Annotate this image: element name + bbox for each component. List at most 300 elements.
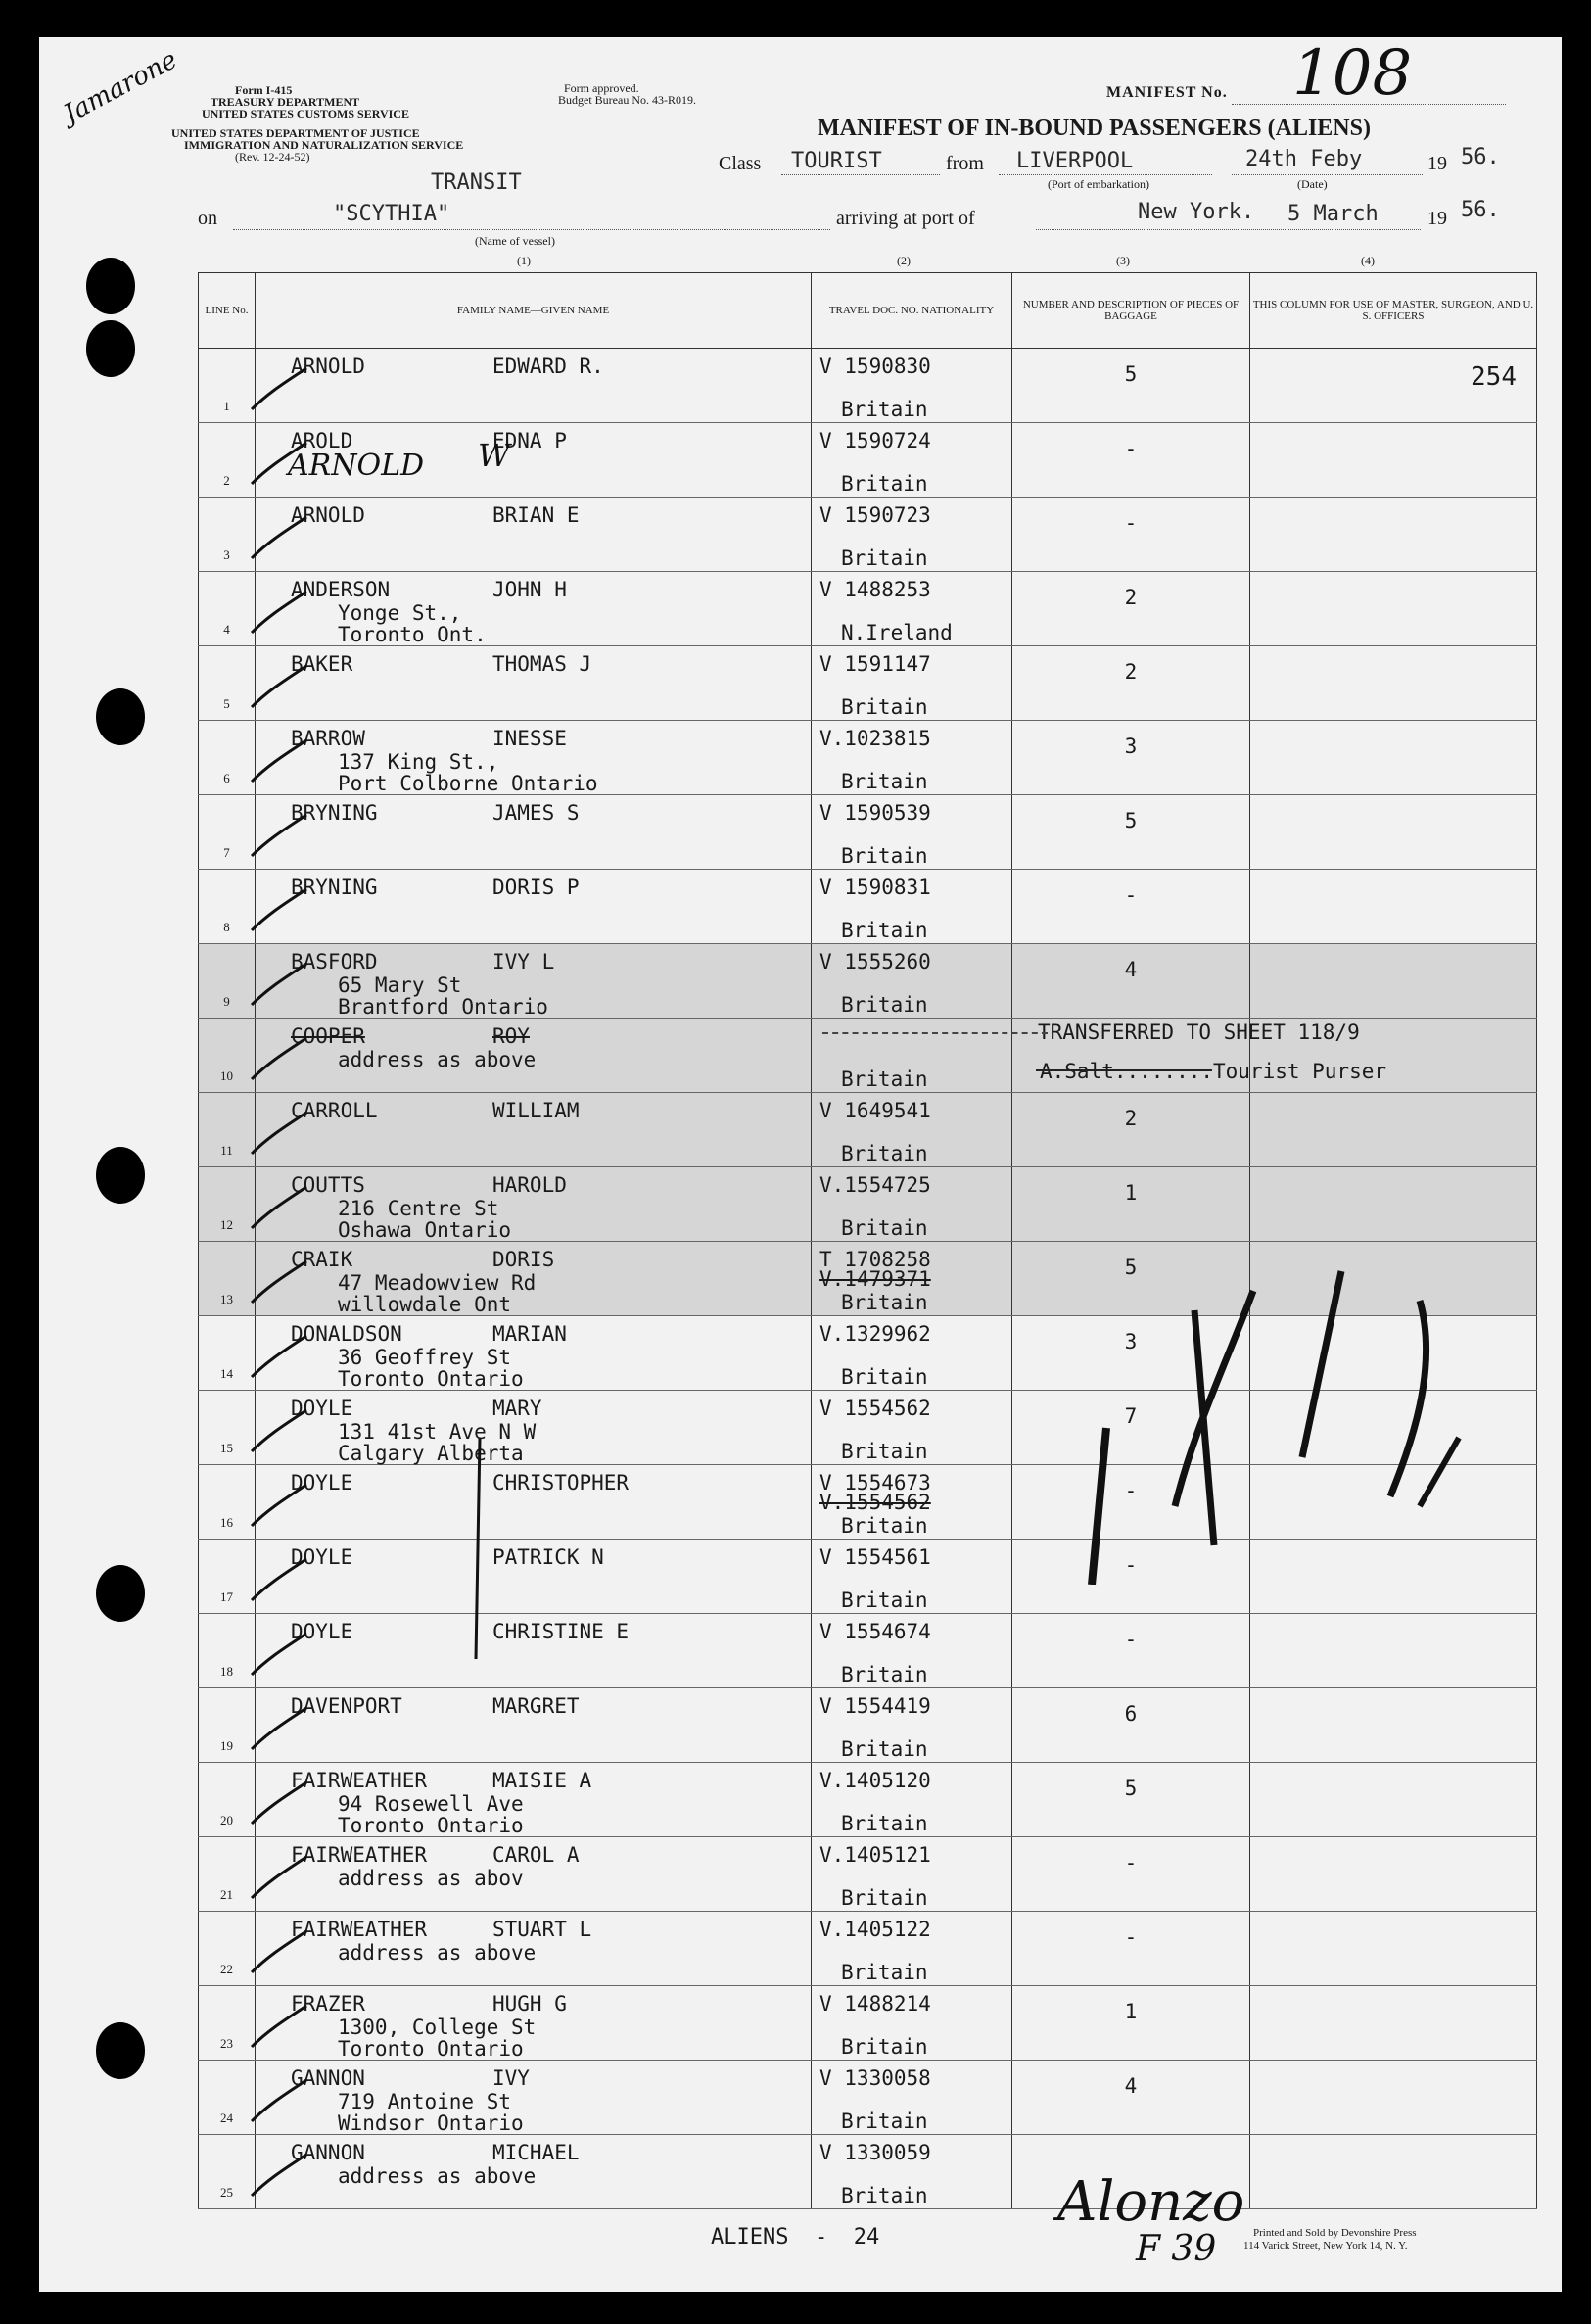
punch-hole (96, 2022, 145, 2079)
line-number: 23 (220, 2036, 233, 2051)
travel-doc-number: V.1554725 (819, 1173, 931, 1197)
travel-doc-cell (812, 870, 1012, 944)
w-mark: W (478, 437, 510, 474)
check-mark (250, 1107, 308, 1156)
travel-doc-number: V 1590831 (819, 876, 931, 899)
given-name: BRIAN E (492, 503, 580, 527)
name-cell (256, 1837, 812, 1912)
given-name: THOMAS J (492, 652, 592, 676)
travel-doc-number: V 1590724 (819, 429, 931, 452)
year-prefix: 19 (1427, 153, 1447, 174)
family-name: BRYNING (291, 876, 378, 899)
class-label: Class (719, 153, 762, 174)
line-cell (199, 1391, 256, 1465)
punch-hole (86, 320, 135, 377)
col3-caption: (3) (1116, 254, 1130, 267)
check-mark (250, 511, 308, 560)
printer-line1: Printed and Sold by Devonshire Press (1253, 2227, 1417, 2239)
family-name: DOYLE (291, 1397, 353, 1420)
officers-cell (1250, 1912, 1537, 1986)
family-name: ARNOLD (291, 503, 365, 527)
punch-hole (86, 258, 135, 314)
baggage-count: - (1124, 437, 1138, 460)
baggage-cell (1012, 572, 1250, 646)
line-cell (199, 1986, 256, 2061)
check-mark (250, 1256, 308, 1304)
nationality: Britain (841, 695, 928, 719)
travel-doc-cell (812, 1986, 1012, 2061)
officers-cell (1250, 1837, 1537, 1912)
baggage-cell (1012, 1167, 1250, 1242)
arrival-year-prefix: 19 (1427, 208, 1447, 229)
travel-doc-cell (812, 2135, 1012, 2209)
travel-doc-cell (812, 1465, 1012, 1540)
address-line1: 94 Rosewell Ave (338, 1792, 524, 1816)
travel-doc-cell (812, 1242, 1012, 1316)
baggage-cell (1012, 1688, 1250, 1763)
header-baggage: NUMBER AND DESCRIPTION OF PIECES OF BAGGAGE (1012, 273, 1250, 349)
baggage-cell (1012, 1986, 1250, 2061)
punch-hole (96, 1565, 145, 1622)
table-row (199, 1912, 1537, 1986)
travel-doc-number: V.1023815 (819, 727, 931, 750)
table-row (199, 2135, 1537, 2209)
address-line1: address as above (338, 2164, 537, 2188)
officers-cell (1250, 498, 1537, 572)
address-line1: 47 Meadowview Rd (338, 1271, 537, 1295)
line-cell (199, 2061, 256, 2135)
given-name: DORIS (492, 1248, 555, 1271)
line-cell (199, 1465, 256, 1540)
family-name: ARNOLD (291, 355, 365, 378)
check-mark (250, 1032, 308, 1081)
family-name: COOPER (291, 1024, 365, 1048)
travel-doc-cell (812, 423, 1012, 498)
line-number: 9 (223, 994, 230, 1009)
nationality: Britain (841, 770, 928, 793)
table-row (199, 795, 1537, 870)
address-line2: willowdale Ont (338, 1293, 512, 1316)
line-number: 1 (223, 399, 230, 413)
nationality: Britain (841, 1886, 928, 1910)
travel-doc-number: V 1649541 (819, 1099, 931, 1122)
given-name: STUART L (492, 1918, 592, 1941)
given-name: MAISIE A (492, 1769, 592, 1792)
line-cell (199, 349, 256, 423)
manifest-page (39, 37, 1562, 2292)
manifest-title: MANIFEST OF IN-BOUND PASSENGERS (ALIENS) (818, 116, 1371, 141)
line-number: 7 (223, 845, 230, 860)
travel-doc-number: V 1555260 (819, 950, 931, 973)
travel-doc-cell (812, 1837, 1012, 1912)
given-name: WILLIAM (492, 1099, 580, 1122)
form-number: Form I-415 (235, 83, 293, 97)
baggage-count: 5 (1124, 1256, 1138, 1279)
address-line2: Toronto Ontario (338, 2037, 524, 2061)
table-row (199, 572, 1537, 646)
family-name: BARROW (291, 727, 365, 750)
baggage-count: 5 (1124, 1777, 1138, 1800)
officers-cell (1250, 1614, 1537, 1688)
address-line1: 137 King St., (338, 750, 499, 774)
family-name: AROLD (291, 429, 353, 452)
arrival-date: 5 March (1287, 202, 1379, 226)
transit-label: TRANSIT (431, 170, 522, 195)
line-number: 6 (223, 771, 230, 785)
travel-doc-number: V.1405121 (819, 1843, 931, 1867)
on-label: on (198, 208, 217, 229)
travel-doc-number: V 1554673 (819, 1471, 931, 1494)
class-value: TOURIST (791, 149, 882, 173)
travel-doc-cell (812, 1688, 1012, 1763)
given-name: CAROL A (492, 1843, 580, 1867)
travel-doc-cell (812, 572, 1012, 646)
officers-cell (1250, 423, 1537, 498)
officers-cell (1250, 1093, 1537, 1167)
check-mark (250, 2149, 308, 2198)
line-cell (199, 1019, 256, 1093)
line-number: 8 (223, 920, 230, 934)
date-caption: (Date) (1297, 177, 1328, 191)
baggage-cell (1012, 1614, 1250, 1688)
baggage-cell (1012, 870, 1250, 944)
nationality: Britain (841, 2184, 928, 2207)
travel-doc-number: V 1590723 (819, 503, 931, 527)
check-mark (250, 1851, 308, 1900)
table-row (199, 1614, 1537, 1688)
given-name: JAMES S (492, 801, 580, 825)
given-name: INESSE (492, 727, 567, 750)
given-name: CHRISTINE E (492, 1620, 630, 1643)
table-row (199, 1763, 1537, 1837)
vessel-caption: (Name of vessel) (475, 234, 555, 248)
line-number: 15 (220, 1441, 233, 1455)
line-cell (199, 1614, 256, 1688)
check-mark (250, 1404, 308, 1453)
travel-doc-number: V.1329962 (819, 1322, 931, 1346)
officer-scribble (1048, 1252, 1498, 1585)
baggage-count: 3 (1124, 735, 1138, 758)
bottom-note: F 39 (1136, 2229, 1217, 2269)
family-name: FAIRWEATHER (291, 1918, 428, 1941)
line-cell (199, 1763, 256, 1837)
baggage-count: 1 (1124, 2000, 1138, 2023)
nationality: Britain (841, 1216, 928, 1240)
name-cell (256, 1986, 812, 2061)
baggage-cell (1012, 2061, 1250, 2135)
baggage-count: 2 (1124, 586, 1138, 609)
baggage-cell (1012, 944, 1250, 1019)
family-name: BASFORD (291, 950, 378, 973)
punch-hole (96, 688, 145, 745)
address-line1: Yonge St., (338, 601, 462, 625)
given-name: JOHN H (492, 578, 567, 601)
address-line2: Oshawa Ontario (338, 1218, 512, 1242)
form-approved: Form approved. (564, 81, 639, 95)
given-name: IVY (492, 2066, 530, 2090)
travel-doc-number: V 1591147 (819, 652, 931, 676)
check-mark (250, 2000, 308, 2049)
line-number: 21 (220, 1887, 233, 1902)
table-row (199, 870, 1537, 944)
officer-note: 254 (1471, 362, 1517, 392)
address-line2: Windsor Ontario (338, 2111, 524, 2135)
check-mark (250, 1628, 308, 1677)
table-row (199, 498, 1537, 572)
nationality: Britain (841, 1067, 928, 1091)
manifest-number: 108 (1292, 37, 1413, 110)
manifest-no-label: MANIFEST No. (1106, 84, 1228, 101)
name-cell (256, 498, 812, 572)
printer-line2: 114 Varick Street, New York 14, N. Y. (1243, 2240, 1408, 2252)
baggage-count: 4 (1124, 958, 1138, 981)
line-cell (199, 1316, 256, 1391)
address-line2: Toronto Ontario (338, 1367, 524, 1391)
col4-caption: (4) (1361, 254, 1375, 267)
nationality: Britain (841, 1142, 928, 1165)
given-name: PATRICK N (492, 1545, 604, 1569)
baggage-cell (1012, 721, 1250, 795)
line-cell (199, 1912, 256, 1986)
nationality: Britain (841, 1589, 928, 1612)
address-line1: 36 Geoffrey St (338, 1346, 512, 1369)
baggage-cell (1012, 646, 1250, 721)
line-number: 20 (220, 1813, 233, 1827)
signature: Alonzo (1057, 2170, 1245, 2234)
address-line2: Calgary Alberta (338, 1442, 524, 1465)
nationality: Britain (841, 2110, 928, 2133)
travel-doc-cell (812, 1391, 1012, 1465)
line-number: 25 (220, 2185, 233, 2200)
line-number: 5 (223, 696, 230, 711)
line-number: 14 (220, 1366, 233, 1381)
officers-cell (1250, 1986, 1537, 2061)
address-line1: 216 Centre St (338, 1197, 499, 1220)
baggage-count: - (1124, 1628, 1138, 1651)
check-mark (250, 1553, 308, 1602)
travel-doc-cell (812, 1167, 1012, 1242)
travel-doc-struck: V.1554562 (819, 1491, 931, 1514)
baggage-count: - (1124, 511, 1138, 535)
line-cell (199, 1837, 256, 1912)
nationality: Britain (841, 1663, 928, 1686)
name-cell (256, 349, 812, 423)
travel-doc-number: V 1488253 (819, 578, 931, 601)
table-row (199, 646, 1537, 721)
baggage-cell (1012, 1093, 1250, 1167)
line-number: 4 (223, 622, 230, 637)
baggage-count: - (1124, 883, 1138, 907)
header-travel-doc: TRAVEL DOC. NO. NATIONALITY (812, 273, 1012, 349)
from-label: from (946, 153, 984, 174)
travel-doc-cell (812, 1912, 1012, 1986)
pen-line (470, 1438, 490, 1663)
officers-cell (1250, 795, 1537, 870)
treasury-dept: TREASURY DEPARTMENT (211, 95, 360, 109)
family-name: COUTTS (291, 1173, 365, 1197)
col2-caption: (2) (897, 254, 911, 267)
given-name: HAROLD (492, 1173, 567, 1197)
name-cell (256, 1391, 812, 1465)
transferred-note: TRANSFERRED TO SHEET 118/9 (1038, 1020, 1360, 1044)
line-number: 13 (220, 1292, 233, 1306)
travel-doc-cell (812, 1614, 1012, 1688)
line-cell (199, 646, 256, 721)
line-number: 22 (220, 1962, 233, 1976)
arrival-port: New York. (1138, 200, 1255, 224)
baggage-count: - (1124, 1851, 1138, 1874)
address-line1: 1300, College St (338, 2016, 537, 2039)
nationality: Britain (841, 1365, 928, 1389)
family-name: CARROLL (291, 1099, 378, 1122)
nationality: Britain (841, 844, 928, 868)
line-number: 17 (220, 1589, 233, 1604)
budget-bureau: Budget Bureau No. 43-R019. (558, 93, 696, 107)
name-cell (256, 1540, 812, 1614)
line-cell (199, 870, 256, 944)
table-row (199, 1093, 1537, 1167)
line-cell (199, 423, 256, 498)
travel-doc-number: V 1590830 (819, 355, 931, 378)
travel-doc-number: V.1405122 (819, 1918, 931, 1941)
address-line1: 65 Mary St (338, 973, 462, 997)
given-name: MARY (492, 1397, 542, 1420)
given-name: MARGRET (492, 1694, 580, 1718)
line-number: 19 (220, 1738, 233, 1753)
check-mark (250, 660, 308, 709)
officers-cell (1250, 2061, 1537, 2135)
revision: (Rev. 12-24-52) (235, 150, 310, 164)
travel-doc-number: T 1708258 (819, 1248, 931, 1271)
family-name: FRAZER (291, 1992, 365, 2016)
line-cell (199, 1242, 256, 1316)
header-officers: THIS COLUMN FOR USE OF MASTER, SURGEON, AND U. S. OFFICERS (1250, 273, 1537, 349)
embark-date: 24th Feby (1245, 147, 1363, 171)
travel-doc-cell (812, 349, 1012, 423)
travel-doc-struck: V.1479371 (819, 1267, 931, 1291)
family-name: FAIRWEATHER (291, 1769, 428, 1792)
check-mark (250, 1479, 308, 1528)
check-mark (250, 883, 308, 932)
name-cell (256, 1019, 812, 1093)
header-line-no: LINE No. (199, 273, 256, 349)
name-cell (256, 1912, 812, 1986)
travel-doc-cell (812, 944, 1012, 1019)
officers-cell (1250, 1763, 1537, 1837)
line-number: 12 (220, 1217, 233, 1232)
baggage-count: 1 (1124, 1181, 1138, 1205)
baggage-count: 2 (1124, 660, 1138, 684)
address-line1: address as abov (338, 1867, 524, 1890)
baggage-cell (1012, 795, 1250, 870)
travel-doc-number: V 1554561 (819, 1545, 931, 1569)
table-row (199, 1837, 1537, 1912)
family-name: DAVENPORT (291, 1694, 402, 1718)
name-cell (256, 2061, 812, 2135)
officers-cell (1250, 646, 1537, 721)
line-number: 18 (220, 1664, 233, 1679)
officers-cell (1250, 870, 1537, 944)
baggage-cell (1012, 349, 1250, 423)
line-cell (199, 498, 256, 572)
nationality: Britain (841, 2035, 928, 2059)
baggage-count: 6 (1124, 1702, 1138, 1726)
line-cell (199, 795, 256, 870)
family-name: DOYLE (291, 1620, 353, 1643)
baggage-count: 5 (1124, 362, 1138, 386)
table-row (199, 2061, 1537, 2135)
baggage-count: - (1124, 1925, 1138, 1949)
aliens-count: ALIENS - 24 (711, 2225, 880, 2250)
margin-note: Jamarone (59, 45, 182, 129)
nationality: Britain (841, 472, 928, 496)
line-number: 3 (223, 547, 230, 562)
name-cell (256, 572, 812, 646)
nationality: Britain (841, 1961, 928, 1984)
family-name: CRAIK (291, 1248, 353, 1271)
purser-note: A.Salt........Tourist Purser (1040, 1060, 1387, 1083)
vessel-name: "SCYTHIA" (333, 202, 450, 226)
baggage-count: 5 (1124, 809, 1138, 832)
baggage-cell (1012, 1763, 1250, 1837)
name-cell (256, 1093, 812, 1167)
travel-doc-number: V 1330058 (819, 2066, 931, 2090)
name-cell (256, 944, 812, 1019)
check-mark (250, 1777, 308, 1826)
arriving-label: arriving at port of (836, 208, 975, 229)
justice-dept: UNITED STATES DEPARTMENT OF JUSTICE (171, 126, 420, 140)
name-cell (256, 1242, 812, 1316)
family-name: BAKER (291, 652, 353, 676)
check-mark (250, 958, 308, 1007)
officers-cell (1250, 349, 1537, 423)
line-cell (199, 944, 256, 1019)
baggage-count: - (1124, 1479, 1138, 1502)
line-number: 10 (220, 1068, 233, 1083)
address-line2: Toronto Ont. (338, 623, 487, 646)
baggage-count: - (1124, 1553, 1138, 1577)
line-number: 24 (220, 2111, 233, 2125)
line-cell (199, 721, 256, 795)
family-name: FAIRWEATHER (291, 1843, 428, 1867)
family-name: GANNON (291, 2066, 365, 2090)
officers-cell (1250, 2135, 1537, 2209)
check-mark (250, 1702, 308, 1751)
line-cell (199, 1540, 256, 1614)
given-name: IVY L (492, 950, 555, 973)
travel-doc-cell (812, 1316, 1012, 1391)
family-name: DONALDSON (291, 1322, 402, 1346)
given-name: MARIAN (492, 1322, 567, 1346)
given-name: EDWARD R. (492, 355, 604, 378)
family-name: ANDERSON (291, 578, 391, 601)
nationality: Britain (841, 1440, 928, 1463)
travel-doc-number: V 1488214 (819, 1992, 931, 2016)
family-name: GANNON (291, 2141, 365, 2164)
name-cell (256, 1316, 812, 1391)
baggage-cell (1012, 423, 1250, 498)
family-name: DOYLE (291, 1545, 353, 1569)
customs-service: UNITED STATES CUSTOMS SERVICE (202, 107, 409, 120)
line-cell (199, 1688, 256, 1763)
travel-doc-cell (812, 1093, 1012, 1167)
travel-doc-number: V 1554419 (819, 1694, 931, 1718)
address-line1: address as above (338, 1941, 537, 1965)
name-cell (256, 721, 812, 795)
officers-cell (1250, 572, 1537, 646)
travel-doc-cell (812, 2061, 1012, 2135)
line-cell (199, 1167, 256, 1242)
